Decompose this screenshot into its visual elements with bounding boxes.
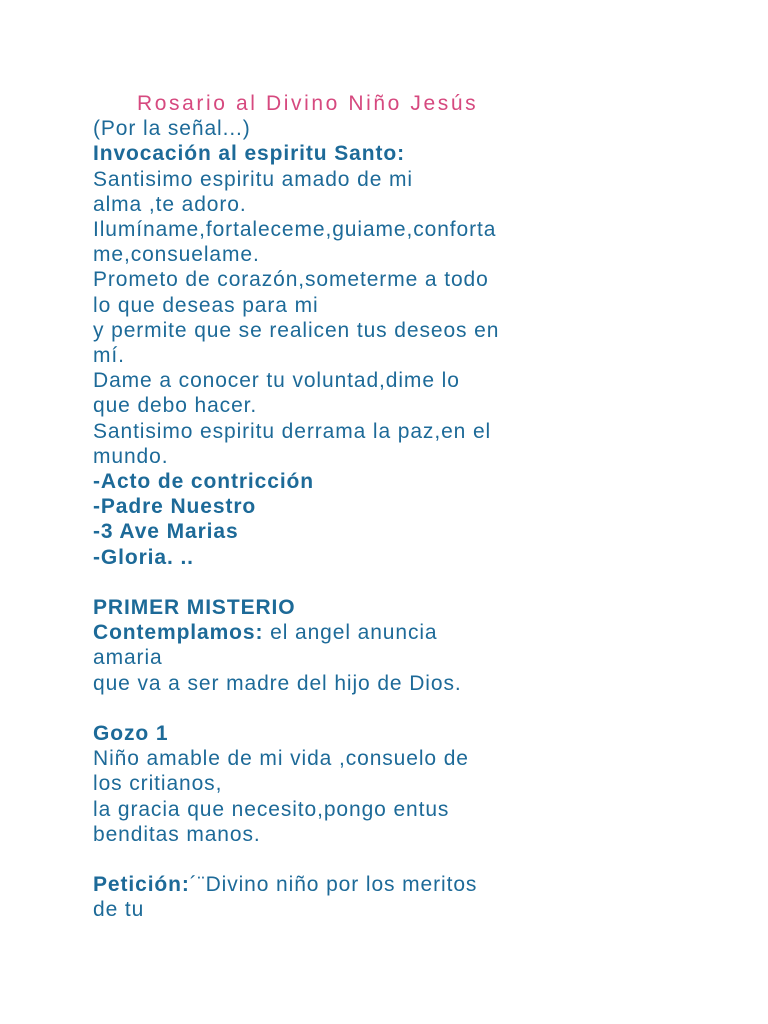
invocation-line: y permite que se realicen tus deseos en bbox=[93, 318, 500, 342]
invocation-line: Prometo de corazón,someterme a todo bbox=[93, 268, 489, 292]
gozo-line: la gracia que necesito,pongo entus bbox=[93, 797, 450, 821]
peticion-text: ´¨Divino niño por los meritos bbox=[189, 873, 478, 897]
peticion-label: Petición: bbox=[93, 873, 190, 897]
mystery-contemplate-line bbox=[93, 620, 753, 645]
invocation-line: Santisimo espiritu amado de mi bbox=[93, 167, 413, 191]
blank-line bbox=[93, 847, 753, 872]
invocation-heading: Invocación al espiritu Santo: bbox=[93, 142, 405, 166]
contemplate-label: Contemplamos: bbox=[93, 621, 264, 645]
invocation-line: me,consuelame. bbox=[93, 243, 260, 267]
prayer-item: -3 Ave Marias bbox=[93, 520, 239, 544]
gozo-heading: Gozo 1 bbox=[93, 722, 169, 746]
invocation-line: que debo hacer. bbox=[93, 394, 258, 418]
invocation-line: alma ,te adoro. bbox=[93, 192, 247, 216]
invocation-line: mundo. bbox=[93, 444, 169, 468]
gozo-line: Niño amable de mi vida ,consuelo de bbox=[93, 747, 469, 771]
mystery-line: que va a ser madre del hijo de Dios. bbox=[93, 671, 462, 695]
peticion-continuation: de tu bbox=[93, 898, 145, 922]
gozo-line: los critianos, bbox=[93, 772, 223, 796]
mystery-line: amaria bbox=[93, 646, 163, 670]
prayer-item: -Padre Nuestro bbox=[93, 495, 257, 519]
document-title: Rosario al Divino Niño Jesús bbox=[137, 92, 479, 115]
document-body bbox=[93, 91, 753, 923]
peticion-line bbox=[93, 872, 753, 897]
blank-line bbox=[93, 570, 753, 595]
prayer-item: -Acto de contricción bbox=[93, 470, 315, 494]
prayer-item: -Gloria. .. bbox=[93, 545, 194, 569]
invocation-line: Ilumíname,fortaleceme,guiame,conforta bbox=[93, 218, 497, 242]
invocation-line: Dame a conocer tu voluntad,dime lo bbox=[93, 369, 460, 393]
sign-of-cross-line: (Por la señal...) bbox=[93, 117, 251, 141]
contemplate-text: el angel anuncia bbox=[263, 621, 438, 645]
blank-line bbox=[93, 696, 753, 721]
mystery-heading: PRIMER MISTERIO bbox=[93, 596, 296, 620]
invocation-line: mí. bbox=[93, 344, 125, 368]
invocation-line: Santisimo espiritu derrama la paz,en el bbox=[93, 419, 492, 443]
gozo-line: benditas manos. bbox=[93, 822, 261, 846]
invocation-line: lo que deseas para mi bbox=[93, 293, 319, 317]
